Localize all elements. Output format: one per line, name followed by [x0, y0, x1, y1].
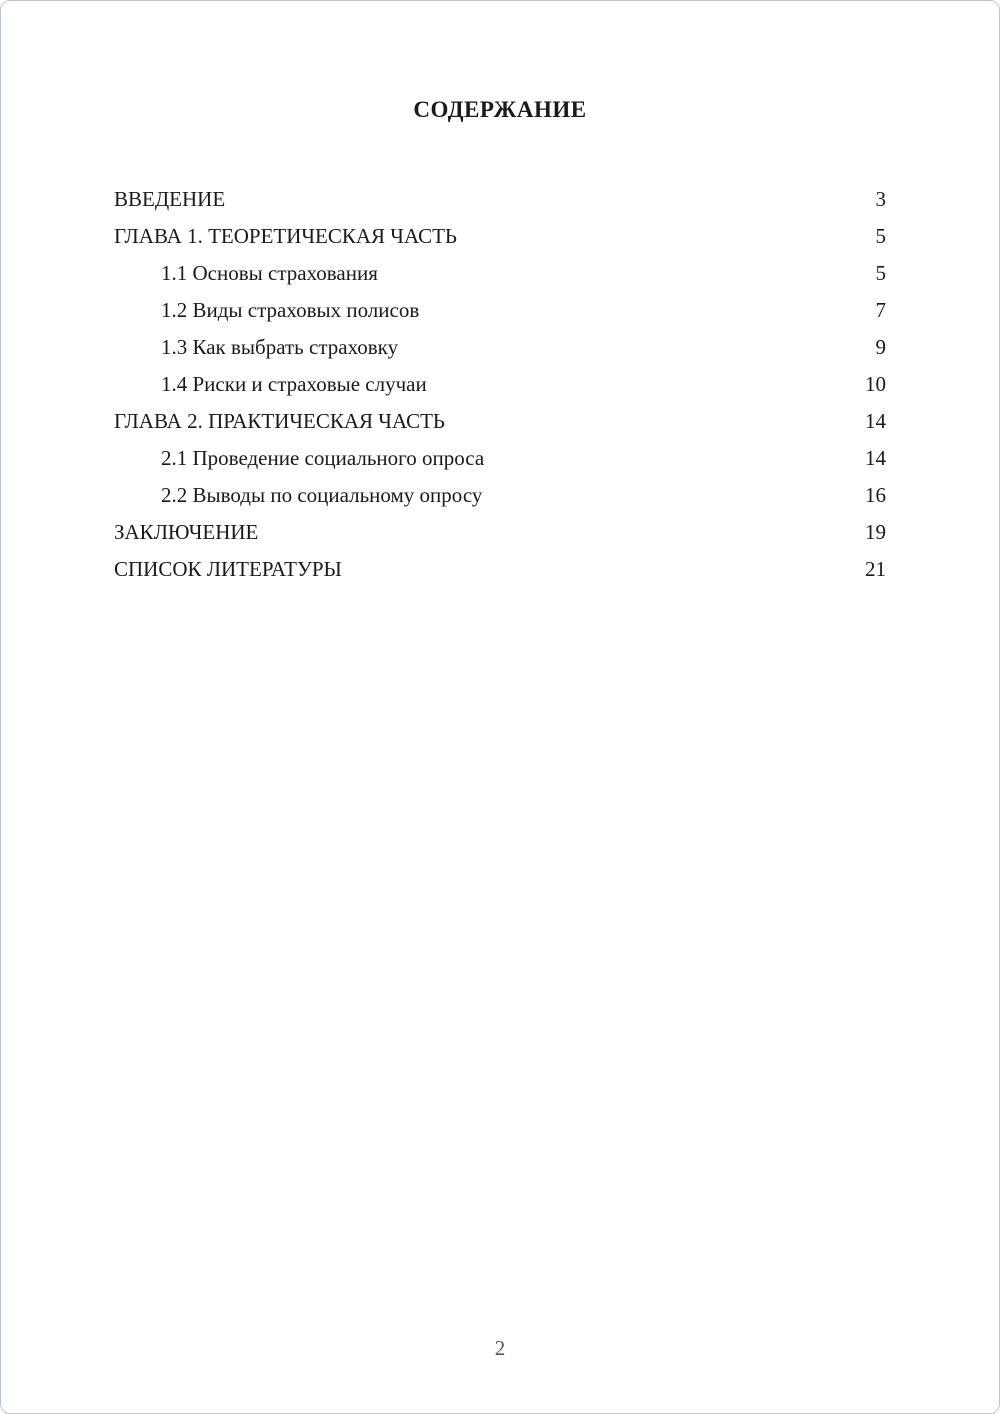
toc-entry-page: 7 [875, 298, 886, 322]
page-number: 2 [494, 1336, 506, 1360]
toc-entry [114, 477, 886, 514]
toc-entry-page: 5 [875, 261, 886, 285]
toc-entry [114, 440, 886, 477]
toc-entry-label: СПИСОК ЛИТЕРАТУРЫ [114, 557, 342, 581]
toc-entry [114, 218, 886, 255]
toc-entry-page: 14 [865, 446, 886, 470]
toc-entry [114, 551, 886, 588]
toc-entry-page: 14 [865, 409, 886, 433]
toc-entry-label: 1.2 Виды страховых полисов [161, 298, 420, 322]
toc-entry [114, 181, 886, 218]
toc-entry-label: 2.1 Проведение социального опроса [161, 446, 485, 470]
toc-entry-label: ВВЕДЕНИЕ [114, 187, 226, 211]
toc-entry-label: ЗАКЛЮЧЕНИЕ [114, 520, 259, 544]
toc-entry-label: ГЛАВА 2. ПРАКТИЧЕСКАЯ ЧАСТЬ [114, 409, 445, 433]
toc-entry-label: 2.2 Выводы по социальному опросу [161, 483, 483, 507]
toc-entry [114, 255, 886, 292]
toc-entry-label: 1.3 Как выбрать страховку [161, 335, 399, 359]
toc-entry [114, 292, 886, 329]
toc-title: СОДЕРЖАНИЕ [413, 97, 587, 122]
toc-entry-page: 21 [865, 557, 886, 581]
toc-entry [114, 514, 886, 551]
toc-entry [114, 329, 886, 366]
toc-entry-page: 3 [875, 187, 886, 211]
toc-entry-label: ГЛАВА 1. ТЕОРЕТИЧЕСКАЯ ЧАСТЬ [114, 224, 457, 248]
toc-entry-page: 5 [875, 224, 886, 248]
table-of-contents [114, 181, 886, 588]
toc-entry-label: 1.1 Основы страхования [161, 261, 378, 285]
toc-entry [114, 403, 886, 440]
toc-entry-page: 16 [865, 483, 886, 507]
toc-entry-label: 1.4 Риски и страховые случаи [161, 372, 427, 396]
toc-entry-page: 19 [865, 520, 886, 544]
toc-entry [114, 366, 886, 403]
toc-entry-page: 9 [875, 335, 886, 359]
toc-entry-page: 10 [865, 372, 886, 396]
